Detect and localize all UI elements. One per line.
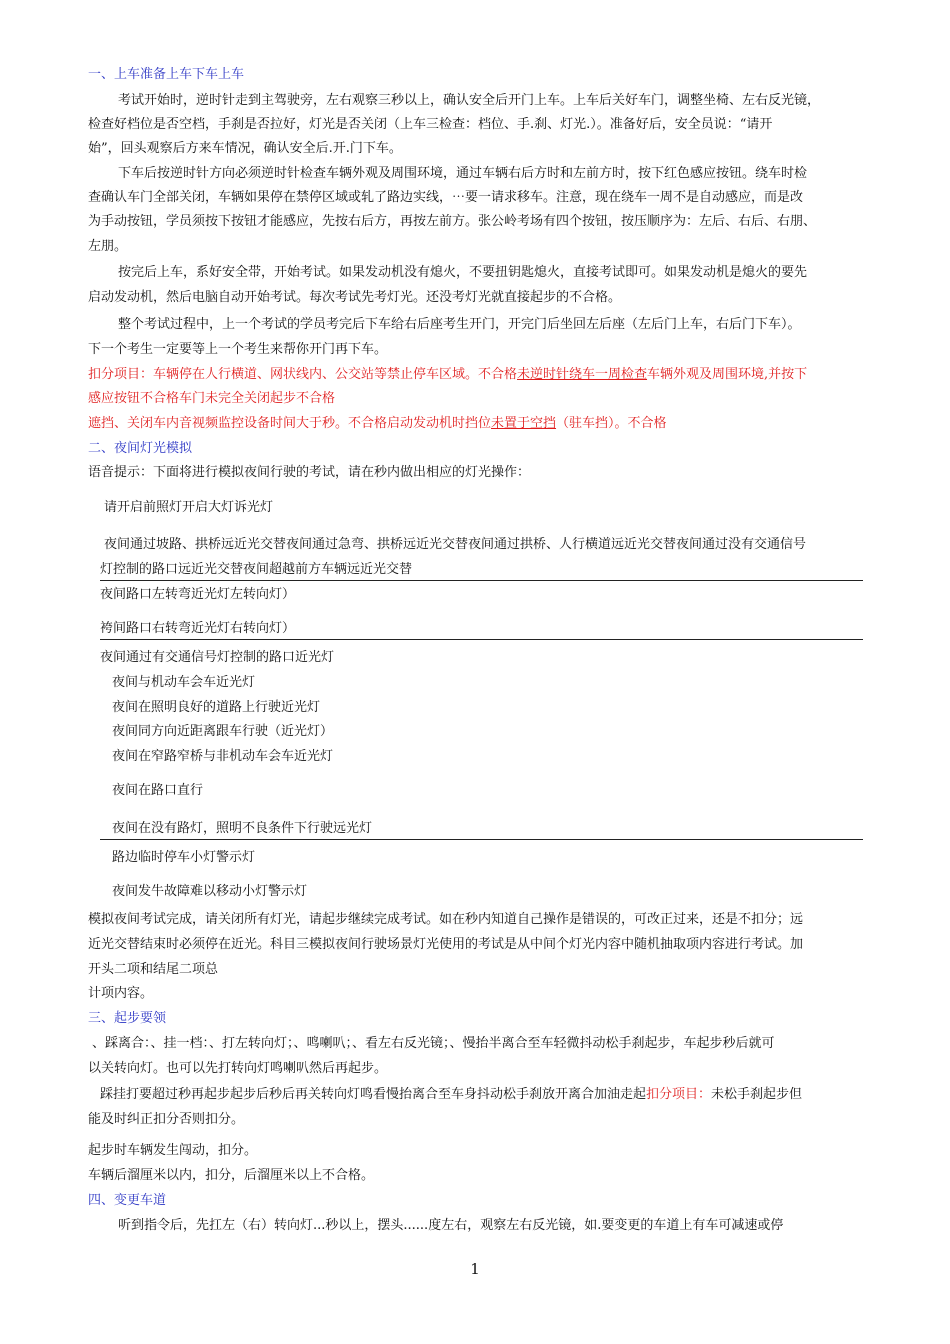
light-item: 路边临时停车小灯警示灯 [112, 850, 256, 865]
paragraph-line: 起步时车辆发生闯动，扣分。 [88, 1143, 258, 1158]
paragraph-line: 整个考试过程中，上一个考试的学员考完后下车给右后座考生开门，开完门后坐回左后座（左后门上车，右后门下车）。 [118, 317, 801, 332]
horizontal-rule [100, 839, 863, 840]
paragraph-line: 模拟夜间考试完成，请关闭所有灯光，请起步继续完成考试。如在秒内知道自己操作是错误的，可改正过来，还是不扣分；远 [88, 912, 804, 927]
light-item: 夜间通过有交通信号灯控制的路口近光灯 [100, 650, 335, 665]
paragraph-line: 下车后按逆时针方向必须逆时针检查车辆外观及周围环境，通过车辆右后方时和左前方时，按下红色感应按钮。绕车时检 [118, 166, 808, 181]
paragraph-line: 开头二项和结尾二项总 [88, 962, 219, 977]
light-item: 夜间同方向近距离跟车行驶（近光灯） [112, 724, 334, 739]
horizontal-rule [100, 580, 863, 581]
paragraph-line: 查确认车门全部关闭，车辆如果停在禁停区域或轧了路边实线，⋯要一请求移车。注意，现在绕车一周不是自动感应，而是改 [88, 190, 804, 205]
paragraph-text: 踩挂打要超过秒再起步起步后秒后再关转向灯鸣看慢抬离合至车身抖动松手刹放开离合加油走起 [100, 1087, 647, 1102]
light-item: 夜间在没有路灯，照明不良条件下行驶远光灯 [112, 821, 373, 836]
page-number: 1 [470, 1260, 480, 1278]
deduction-text: 扣分项目：车辆停在人行横道、网状线内、公交站等禁止停车区域。不合格 [88, 367, 518, 382]
paragraph-line: 检查好档位是否空档，手刹是否拉好，灯光是否关闭（上车三检查：档位、手.刹、灯光.）。准备好后，安全员说：“请开 [88, 117, 773, 132]
paragraph-line: 能及时纠正扣分否则扣分。 [88, 1112, 245, 1127]
paragraph-line: 按完后上车，系好安全带，开始考试。如果发动机没有熄火，不要扭钥匙熄火，直接考试即可。如果发动机是熄火的要先 [118, 265, 808, 280]
light-item: 灯控制的路口远近光交替夜间超越前方车辆远近光交替 [100, 562, 413, 577]
deduction-text: 遮挡、关闭车内音视频监控设备时间大于秒。不合格启动发动机时挡位 [88, 416, 492, 431]
deduction-underlined-text: 未逆时针绕车一周检查 [517, 367, 648, 382]
paragraph-line [100, 1086, 802, 1104]
paragraph-line: 以关转向灯。也可以先打转向灯鸣喇叭然后再起步。 [88, 1061, 388, 1076]
paragraph-line: 启动发动机，然后电脑自动开始考试。每次考试先考灯光。还没考灯光就直接起步的不合格。 [88, 290, 622, 305]
horizontal-rule [100, 639, 863, 640]
light-item: 夜间在窄路窄桥与非机动车会车近光灯 [112, 749, 334, 764]
light-item: 夜间发牛故障难以移动小灯警示灯 [112, 884, 308, 899]
section-heading-starting: 三、起步要领 [88, 1011, 167, 1026]
light-item: 请开启前照灯开启大灯诉光灯 [104, 500, 274, 515]
paragraph-text: 未松手刹起步但 [711, 1087, 803, 1102]
deduction-text: 车辆外观及周围环境,并按下 [647, 367, 808, 382]
paragraph-line: 、踩离合：、挂一档：、打左转向灯；、鸣喇叭；、看左右反光镜；、慢抬半离合至车轻微抖动松手刹起步，车起步秒后就可 [92, 1036, 775, 1051]
deduction-line [88, 415, 667, 433]
deduction-line: 感应按钮不合格车门未完全关闭起步不合格 [88, 391, 336, 406]
light-item: 夜间在路口直行 [112, 783, 204, 798]
paragraph-line: 为手动按钮，学员须按下按钮才能感应，先按右后方，再按左前方。张公岭考场有四个按钮，按压顺序为：左后、右后、右朋、 [88, 214, 817, 229]
paragraph-line: 听到指令后，先扛左（右）转向灯...秒以上，摆头......度左右，观察左右反光镜，如.要变更的车道上有车可减速或停 [118, 1218, 784, 1233]
section-heading-night-lights: 二、夜间灯光模拟 [88, 441, 193, 456]
light-item: 袴间路口右转弯近光灯右转向灯） [100, 621, 296, 636]
light-item: 夜间与机动车会车近光灯 [112, 675, 256, 690]
deduction-underlined-text: 未置于空挡 [491, 416, 557, 431]
paragraph-line: 始”，回头观察后方来车情况，确认安全后.开.门下车。 [88, 141, 402, 156]
deduction-label: 扣分项目： [646, 1087, 712, 1102]
section-heading-boarding: 一、上车准备上车下车上车 [88, 67, 245, 82]
paragraph-line: 考试开始时，逆时针走到主驾驶旁，左右观察三秒以上，确认安全后开门上车。上车后关好车门，调整坐椅、左右反光镜， [118, 93, 821, 108]
paragraph-line: 左朋。 [88, 239, 128, 254]
voice-prompt: 语音提示：下面将进行模拟夜间行驶的考试，请在秒内做出相应的灯光操作： [88, 465, 531, 480]
light-item: 夜间在照明良好的道路上行驶近光灯 [112, 700, 321, 715]
paragraph-line: 下一个考生一定要等上一个考生来帮你开门再下车。 [88, 342, 388, 357]
paragraph-line: 近光交替结束时必须停在近光。科目三模拟夜间行驶场景灯光使用的考试是从中间个灯光内容中随机抽取项内容进行考试。加 [88, 937, 804, 952]
light-item: 夜间通过坡路、拱桥远近光交替夜间通过急弯、拱桥远近光交替夜间通过拱桥、人行横道远近光交替夜间通过没有交通信号 [104, 537, 807, 552]
deduction-text: （驻车挡）。不合格 [556, 416, 667, 431]
paragraph-line: 计项内容。 [88, 986, 154, 1001]
section-heading-lane-change: 四、变更车道 [88, 1193, 167, 1208]
deduction-line [88, 366, 807, 384]
light-item: 夜间路口左转弯近光灯左转向灯） [100, 587, 296, 602]
paragraph-line: 车辆后溜厘米以内，扣分，后溜厘米以上不合格。 [88, 1168, 375, 1183]
